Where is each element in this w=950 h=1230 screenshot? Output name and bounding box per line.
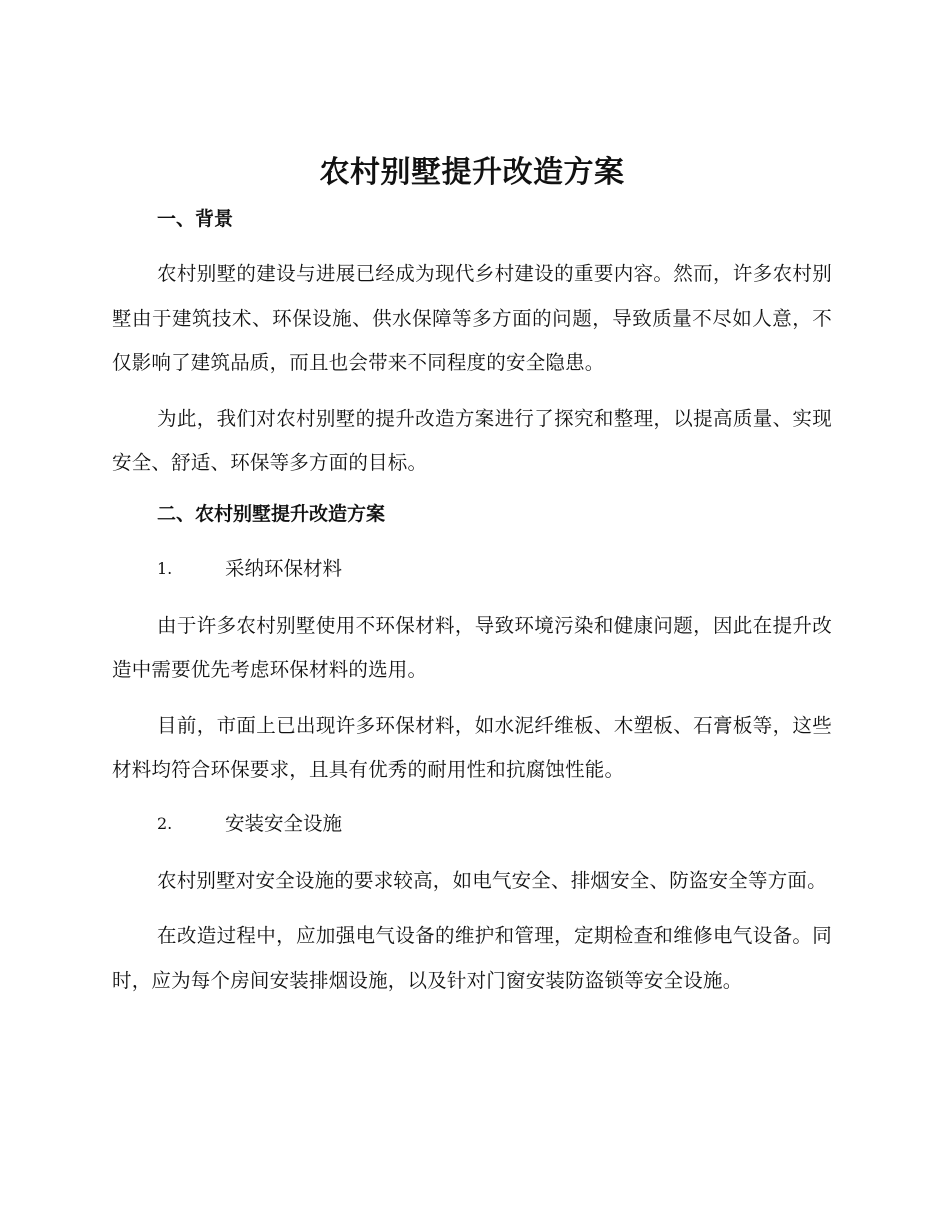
list-number: 2. — [157, 813, 173, 833]
paragraph: 目前，市面上已出现许多环保材料，如水泥纤维板、木塑板、石膏板等，这些材料均符合环保要求，且具有优秀的耐用性和抗腐蚀性能。 — [112, 713, 832, 781]
paragraph: 为此，我们对农村别墅的提升改造方案进行了探究和整理，以提高质量、实现安全、舒适、环保等多方面的目标。 — [112, 406, 832, 474]
document-title: 农村别墅提升改造方案 — [319, 155, 625, 190]
list-label: 采纳环保材料 — [225, 556, 343, 580]
list-number: 1. — [157, 558, 173, 578]
paragraph: 在改造过程中，应加强电气设备的维护和管理，定期检查和维修电气设备。同时，应为每个房间安装排烟设施，以及针对门窗安装防盗锁等安全设施。 — [112, 924, 832, 992]
paragraph: 农村别墅对安全设施的要求较高，如电气安全、排烟安全、防盗安全等方面。 — [157, 868, 827, 892]
list-item-safety-facilities — [112, 804, 832, 844]
document-page — [112, 148, 832, 1014]
list-label: 安装安全设施 — [225, 811, 343, 835]
paragraph: 农村别墅的建设与进展已经成为现代乡村建设的重要内容。然而，许多农村别墅由于建筑技术、环保设施、供水保障等多方面的问题，导致质量不尽如人意，不仅影响了建筑品质，而且也会带来不同程度的安全隐患。 — [112, 262, 832, 374]
section-heading-background: 一、背景 — [157, 208, 234, 230]
section-heading-plan: 二、农村别墅提升改造方案 — [157, 502, 386, 525]
list-item-eco-materials — [112, 549, 832, 589]
paragraph: 由于许多农村别墅使用不环保材料，导致环境污染和健康问题，因此在提升改造中需要优先考虑环保材料的选用。 — [112, 613, 832, 681]
